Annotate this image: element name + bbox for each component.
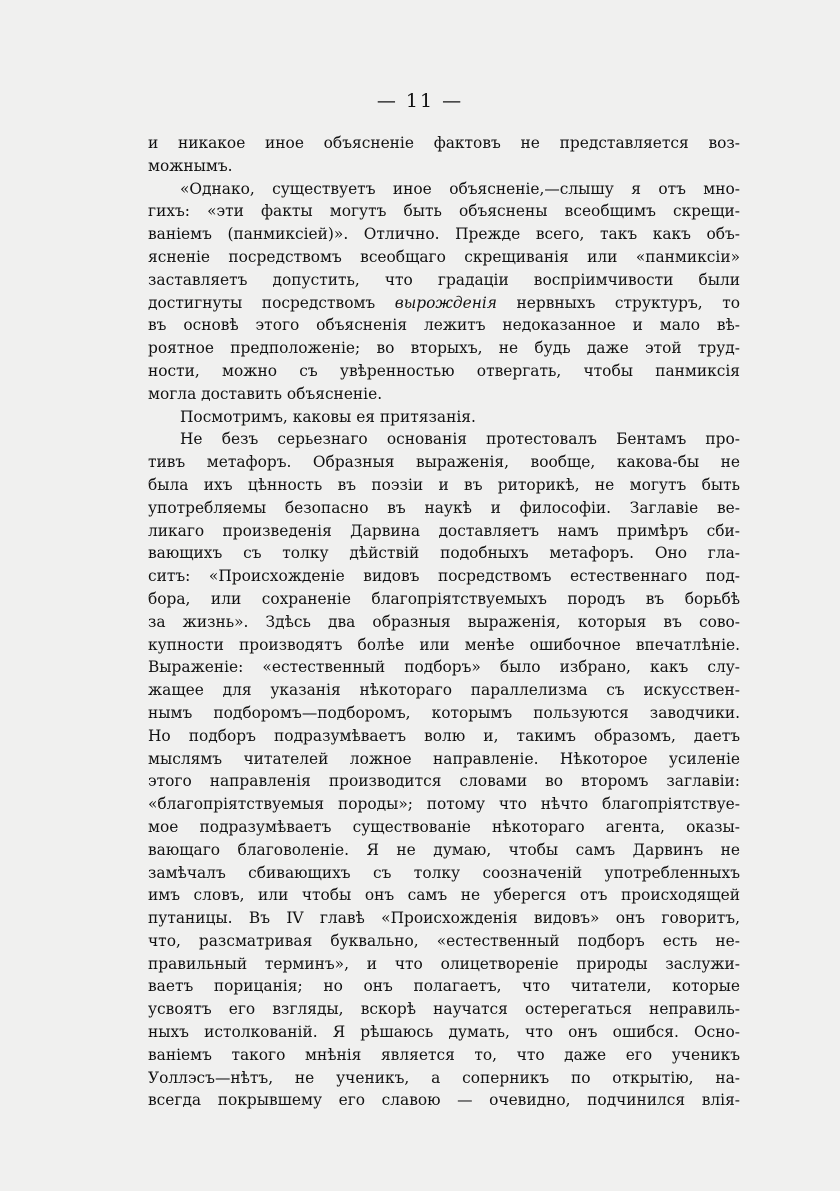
text-line: и никакое иное объясненіе фактовъ не представляется воз-: [148, 134, 740, 152]
text-line: Не безъ серьезнаго основанія протестовалъ Бентамъ про-: [180, 430, 740, 449]
text-line: замѣчалъ сбивающихъ съ толку соозначеній употребленныхъ: [148, 863, 740, 882]
text-line: ности, можно съ увѣренностью отвергать, чтобы панмиксія: [148, 361, 740, 380]
text-line: могла доставить объясненіе.: [148, 384, 383, 403]
text-line: этого направленія производится словами во второмъ заглавіи:: [148, 772, 740, 791]
text-line: «Однако, существуетъ иное объясненіе,—слышу я отъ мно-: [180, 179, 740, 198]
text-line: достигнуты посредствомъ вырожденія нервныхъ структуръ, то: [148, 293, 741, 312]
text-line: бора, или сохраненіе благопріятствуемыхъ породъ въ борьбѣ: [148, 589, 740, 608]
text-line: можнымъ.: [148, 156, 233, 175]
text-line: мое подразумѣваетъ существованіе нѣкотораго агента, оказы-: [148, 817, 740, 836]
text-line: вающихъ съ толку дѣйствій подобныхъ метафоръ. Оно гла-: [148, 544, 740, 563]
text-line: за жизнь». Здѣсь два образныя выраженія, которыя въ сово-: [148, 612, 740, 631]
text-line: Посмотримъ, каковы ея притязанія.: [180, 407, 476, 426]
text-line: ясненіе посредствомъ всеобщаго скрещиванія или «панмиксіи»: [148, 247, 740, 266]
text-line: жащее для указанія нѣкотораго параллелизма съ искусствен-: [148, 681, 740, 700]
text-line: ныхъ истолкованій. Я рѣшаюсь думать, что онъ ошибся. Осно-: [148, 1023, 740, 1042]
text-line: купности производятъ болѣе или менѣе ошибочное впечатлѣніе.: [148, 635, 740, 654]
text-line: Уоллэсъ—нѣтъ, не ученикъ, а соперникъ по открытію, на-: [148, 1068, 740, 1087]
text-line: Но подборъ подразумѣваетъ волю и, такимъ образомъ, даетъ: [148, 726, 740, 745]
page-number: — 11 —: [376, 90, 464, 112]
text-line: правильный терминъ», и что олицетвореніе природы заслужи-: [148, 954, 740, 973]
text-line: употребляемы безопасно въ наукѣ и философіи. Заглавіе ве-: [148, 498, 740, 517]
text-line: ликаго произведенія Дарвина доставляетъ намъ примѣръ сби-: [148, 521, 740, 540]
text-line: что, разсматривая буквально, «естественный подборъ есть не-: [148, 931, 740, 950]
text-line: тивъ метафоръ. Образныя выраженія, вообще, какова-бы не: [148, 453, 740, 472]
text-line: вающаго благоволеніе. Я не думаю, чтобы самъ Дарвинъ не: [148, 840, 740, 859]
text-line: «благопріятствуемыя породы»; потому что нѣчто благопріятствуе-: [148, 795, 740, 814]
text-line: имъ словъ, или чтобы онъ самъ не уберегся отъ происходящей: [148, 886, 740, 905]
text-line: Выраженіе: «естественный подборъ» было избрано, какъ слу-: [148, 658, 740, 677]
text-line: ваетъ порицанія; но онъ полагаетъ, что читатели, которые: [148, 977, 740, 996]
text-line: нымъ подборомъ—подборомъ, которымъ пользуются заводчики.: [148, 703, 740, 722]
text-line: ситъ: «Происхожденіе видовъ посредствомъ естественнаго под-: [148, 567, 740, 586]
text-line: мыслямъ читателей ложное направленіе. Нѣкоторое усиленіе: [148, 749, 740, 768]
text-line: роятное предположеніе; во вторыхъ, не будь даже этой труд-: [148, 339, 740, 358]
body-text: [148, 132, 740, 1112]
text-line: усвоятъ его взгляды, вскорѣ научатся остерегаться неправиль-: [148, 1000, 740, 1019]
text-line: гихъ: «эти факты могутъ быть объяснены всеобщимъ скрещи-: [148, 202, 740, 221]
text-line: путаницы. Въ IV главѣ «Происхожденія видовъ» онъ говоритъ,: [148, 909, 740, 928]
text-line: въ основѣ этого объясненія лежитъ недоказанное и мало вѣ-: [148, 316, 740, 335]
text-line: ваніемъ такого мнѣнія является то, что даже его ученикъ: [148, 1045, 740, 1064]
text-line: ваніемъ (панмиксіей)». Отлично. Прежде всего, такъ какъ объ-: [148, 225, 740, 244]
text-line: была ихъ цѣнность въ поэзіи и въ риторикѣ, не могутъ быть: [148, 475, 740, 494]
text-line: всегда покрывшему его славою — очевидно, подчинился влія-: [148, 1091, 740, 1110]
text-line: заставляетъ допустить, что градаціи воспріимчивости были: [148, 270, 740, 289]
